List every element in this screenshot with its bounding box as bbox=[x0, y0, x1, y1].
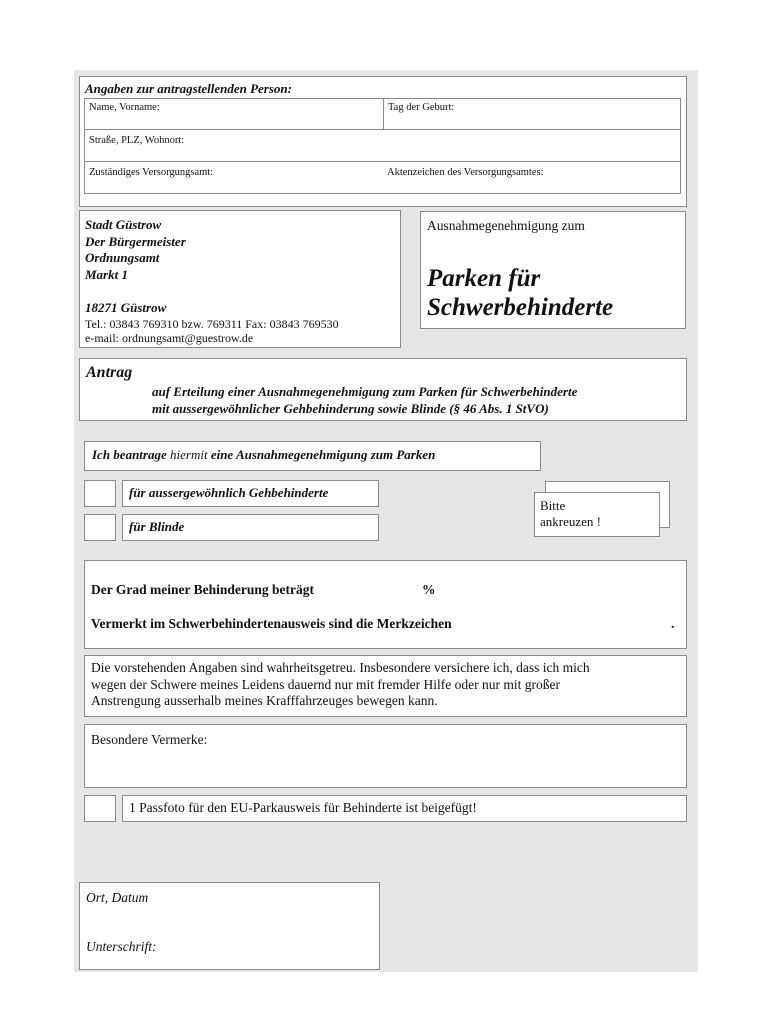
checkbox-photo[interactable] bbox=[84, 795, 116, 822]
request-statement bbox=[84, 441, 541, 471]
title-box bbox=[420, 211, 686, 329]
title-prefix: Ausnahmegenehmigung zum bbox=[427, 218, 585, 233]
photo-label: 1 Passfoto für den EU-Parkausweis für Behinderte ist beigefügt! bbox=[129, 800, 477, 815]
photo-statement bbox=[122, 795, 687, 822]
antrag-line2: mit aussergewöhnlicher Gehbehinderung sowie Blinde (§ 46 Abs. 1 StVO) bbox=[152, 401, 549, 416]
declaration-section bbox=[84, 655, 687, 717]
checkbox-walking-disabled[interactable] bbox=[84, 480, 116, 507]
address-label: Straße, PLZ, Wohnort: bbox=[89, 135, 185, 146]
request-part2: hiermit bbox=[170, 447, 208, 462]
declaration-line2: wegen der Schwere meines Leidens dauernd nur mit fremder Hilfe oder nur mit großer bbox=[91, 676, 560, 692]
file-number-label: Aktenzeichen des Versorgungsamtes: bbox=[387, 167, 544, 178]
hint-note bbox=[534, 492, 660, 537]
address-field[interactable] bbox=[84, 129, 681, 162]
signature-box[interactable] bbox=[79, 882, 380, 970]
applicant-section bbox=[79, 76, 687, 207]
option-walking-disabled bbox=[122, 480, 379, 507]
title-line2: Schwerbehinderte bbox=[427, 294, 614, 321]
authority-address bbox=[79, 210, 401, 348]
disability-period: . bbox=[671, 616, 675, 631]
authority-city: 18271 Güstrow bbox=[85, 300, 167, 315]
authority-line3: Ordnungsamt bbox=[85, 250, 160, 265]
birth-date-field[interactable] bbox=[383, 98, 681, 130]
request-part3: eine Ausnahmegenehmigung zum Parken bbox=[210, 447, 436, 462]
option-blind-label: für Blinde bbox=[129, 519, 185, 534]
authority-line4: Markt 1 bbox=[85, 266, 128, 282]
name-label: Name, Vorname: bbox=[89, 102, 160, 113]
disability-degree-label: Der Grad meiner Behinderung beträgt bbox=[91, 582, 314, 597]
signature-label: Unterschrift: bbox=[86, 939, 157, 954]
applicant-heading: Angaben zur antragstellenden Person: bbox=[85, 81, 292, 96]
antrag-line1: auf Erteilung einer Ausnahmegenehmigung zum Parken für Schwerbehinderte bbox=[152, 384, 578, 399]
authority-line2: Der Bürgermeister bbox=[85, 233, 186, 249]
disability-marks-label: Vermerkt im Schwerbehindertenausweis sind die Merkzeichen bbox=[91, 616, 452, 631]
birth-date-label: Tag der Geburt: bbox=[388, 102, 455, 113]
authority-phone: Tel.: 03843 769310 bzw. 769311 Fax: 03843 769530 bbox=[85, 316, 339, 331]
option-blind bbox=[122, 514, 379, 541]
declaration-line1: Die vorstehenden Angaben sind wahrheitsgetreu. Insbesondere versichere ich, dass ich mich bbox=[91, 660, 590, 675]
office-label: Zuständiges Versorgungsamt: bbox=[89, 167, 214, 178]
hint-line2: ankreuzen ! bbox=[540, 514, 601, 529]
hint-line1: Bitte bbox=[540, 498, 566, 513]
disability-percent: % bbox=[422, 582, 436, 597]
declaration-line3: Anstrengung ausserhalb meines Krafffahrzeuges bewegen kann. bbox=[91, 693, 438, 708]
authority-line1: Stadt Güstrow bbox=[85, 217, 162, 232]
disability-section bbox=[84, 560, 687, 649]
checkbox-blind[interactable] bbox=[84, 514, 116, 541]
option-walking-disabled-label: für aussergewöhnlich Gehbehinderte bbox=[129, 485, 329, 500]
authority-email: e-mail: ordnungsamt@guestrow.de bbox=[85, 330, 254, 345]
place-date-label: Ort, Datum bbox=[86, 890, 149, 905]
remarks-field[interactable] bbox=[84, 724, 687, 788]
antrag-heading: Antrag bbox=[86, 364, 133, 381]
title-line1: Parken für bbox=[427, 265, 541, 292]
office-field[interactable] bbox=[84, 161, 681, 194]
name-field[interactable] bbox=[84, 98, 384, 130]
antrag-section bbox=[79, 358, 687, 421]
request-part1: Ich beantrage bbox=[92, 447, 167, 462]
remarks-label: Besondere Vermerke: bbox=[91, 732, 208, 747]
